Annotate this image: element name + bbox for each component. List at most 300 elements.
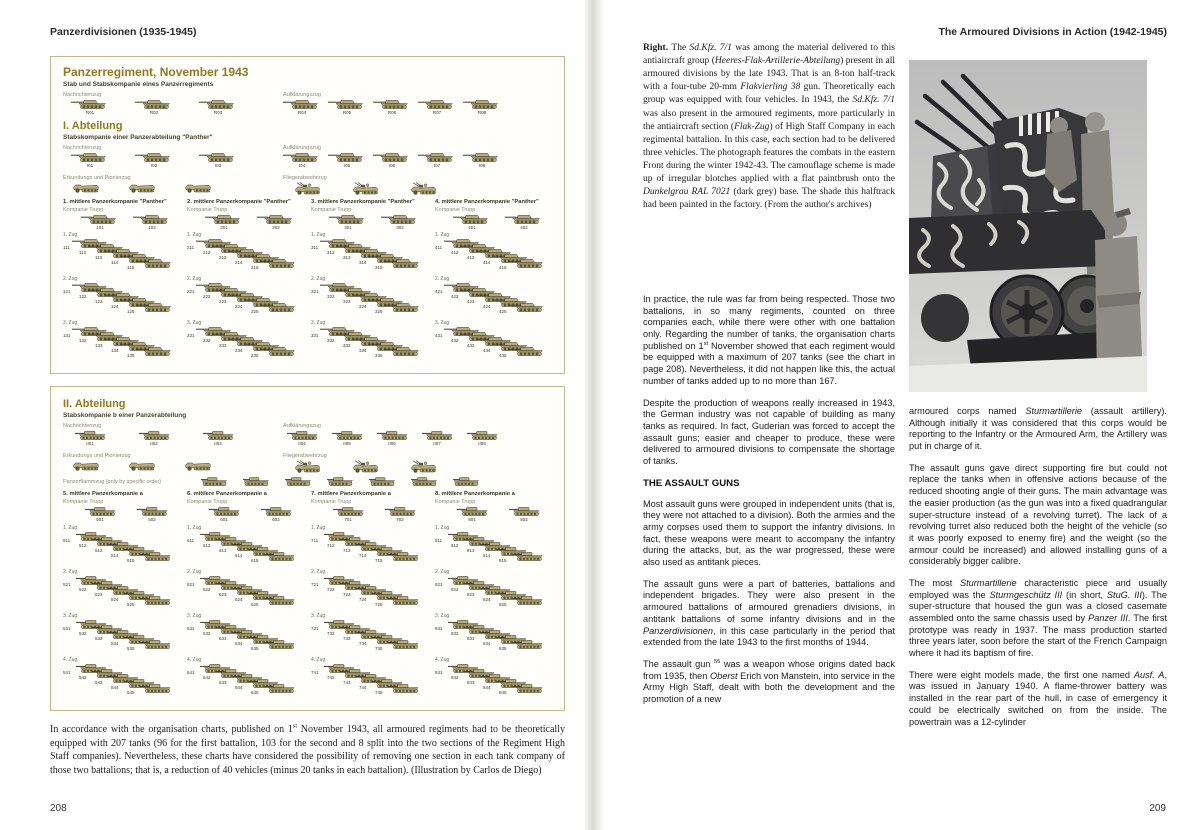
vehicle-id: 214 bbox=[235, 260, 243, 266]
zug-cascade bbox=[435, 575, 553, 612]
panzer-iv-tank-icon bbox=[381, 506, 419, 517]
vehicle bbox=[291, 460, 323, 473]
panther-tank-icon bbox=[260, 258, 298, 269]
vehicle-id: II02 bbox=[150, 441, 158, 447]
vehicle-id: 202 bbox=[272, 224, 280, 230]
vehicle-id: 635 bbox=[251, 645, 259, 651]
panther-tank-icon bbox=[133, 214, 171, 225]
vehicle-id: 623 bbox=[219, 591, 227, 597]
panzer-iv-tank-icon bbox=[260, 683, 298, 694]
vehicle-id: 514 bbox=[111, 552, 119, 558]
vehicle-id: 212 bbox=[203, 250, 211, 256]
panzer-iv-tank-icon bbox=[136, 639, 174, 650]
vehicle-id: 711 bbox=[311, 537, 319, 543]
vehicle-id: 432 bbox=[451, 338, 459, 344]
flak-halftrack-icon bbox=[349, 460, 381, 473]
panther-tank-icon bbox=[381, 214, 419, 225]
zug-cascade bbox=[435, 326, 553, 363]
vehicle bbox=[81, 214, 119, 232]
zug-cascade bbox=[187, 575, 305, 612]
panther-tank-icon bbox=[418, 152, 456, 163]
vehicle bbox=[183, 182, 213, 193]
vehicle-id: 845 bbox=[499, 689, 507, 695]
vehicle-id: 431 bbox=[435, 333, 443, 339]
vehicle bbox=[463, 152, 501, 170]
vehicle-id: 811 bbox=[435, 537, 443, 543]
vehicle-id: 825 bbox=[499, 601, 507, 607]
right-column-text bbox=[909, 406, 1167, 728]
vehicle bbox=[205, 506, 243, 524]
vehicle-id: 833 bbox=[467, 635, 475, 641]
vehicle-id: 524 bbox=[111, 596, 119, 602]
vehicle-id: 133 bbox=[95, 343, 103, 349]
halftrack-icon bbox=[71, 460, 101, 471]
panzer-iv-tank-icon bbox=[508, 639, 546, 650]
panzer-iv-tank-icon bbox=[508, 551, 546, 562]
vehicle-id: 221 bbox=[187, 289, 195, 295]
vehicle-id: 535 bbox=[127, 645, 135, 651]
vehicle-id: II05 bbox=[343, 441, 351, 447]
platoon-group bbox=[283, 451, 552, 473]
platoon-label: Erkundungs und Pionierzug bbox=[63, 453, 131, 459]
vehicle-id: I01 bbox=[86, 162, 94, 168]
platoon-row bbox=[63, 451, 552, 473]
body-paragraph: The assault guns gave direct supporting fire but could not replace the tanks when in offensive actions because of the reduced shooting angle of their guns. The main advantage was the easier production (as the gun was into a fixed quadrangular super-structure instead of a revolving turret). The lack of a revolving turret also reduced both the height of the vehicle (so it was poorly exposed to enemy fire) and the weight (so the armour could be increased) and allowed installing guns of a considerably bigger calibre. bbox=[909, 462, 1167, 567]
flak-halftrack-icon bbox=[407, 460, 439, 473]
vehicle-id: 211 bbox=[187, 245, 195, 251]
vehicle-id: 533 bbox=[95, 635, 103, 641]
panzer-iv-tank-icon bbox=[329, 506, 367, 517]
panzer-iv-tank-icon bbox=[373, 430, 411, 441]
vehicle-id: R01 bbox=[85, 110, 95, 115]
zug-label: 1. Zug bbox=[311, 232, 326, 239]
vehicle-id: 843 bbox=[467, 679, 475, 685]
vehicle-id: 415 bbox=[499, 265, 507, 271]
zug-cascade bbox=[311, 238, 429, 275]
panther-tank-icon bbox=[373, 152, 411, 163]
vehicle-id: 402 bbox=[520, 224, 528, 230]
vehicle-id: 624 bbox=[235, 596, 243, 602]
vehicle bbox=[257, 214, 295, 232]
company-block bbox=[63, 199, 181, 364]
platoon-row bbox=[63, 173, 552, 195]
flak-halftrack-icon bbox=[291, 460, 323, 473]
panzer-iv-tank-icon bbox=[257, 506, 295, 517]
vehicle bbox=[381, 506, 419, 524]
vehicle-id: 121 bbox=[63, 289, 71, 295]
vehicle bbox=[127, 182, 157, 193]
panther-tank-icon bbox=[136, 302, 174, 313]
flame-tank-icon bbox=[319, 476, 357, 487]
vehicle-id: I06 bbox=[388, 162, 396, 168]
platoon-group bbox=[283, 173, 552, 195]
zug-cascade bbox=[435, 619, 553, 656]
zug-cascade bbox=[435, 531, 553, 568]
vehicle bbox=[71, 182, 101, 193]
flame-tank-icon bbox=[361, 476, 399, 487]
vehicle-id: 743 bbox=[343, 679, 351, 685]
vehicle-id: 225 bbox=[251, 309, 259, 315]
panther-tank-icon bbox=[260, 346, 298, 357]
zug-label: 2. Zug bbox=[63, 568, 78, 575]
vehicle bbox=[135, 430, 173, 448]
panzer-iv-tank-icon bbox=[283, 430, 321, 441]
panzer-iv-tank-icon bbox=[328, 430, 366, 441]
chart-title: Panzerregiment, November 1943 bbox=[63, 65, 249, 79]
vehicle-id: 513 bbox=[95, 547, 103, 553]
zug-cascade bbox=[311, 619, 429, 656]
panther-tank-icon bbox=[71, 152, 109, 163]
vehicle-id: 501 bbox=[96, 517, 104, 522]
vehicle-id: I03 bbox=[214, 162, 222, 168]
vehicle-id: 643 bbox=[219, 679, 227, 685]
zug-label: 4. Zug bbox=[187, 656, 202, 663]
vehicle-id: 523 bbox=[95, 591, 103, 597]
vehicle bbox=[373, 152, 411, 170]
vehicle bbox=[328, 152, 366, 170]
vehicle-id: 531 bbox=[63, 625, 71, 631]
body-paragraph: In practice, the rule was far from being respected. Those two battalions, in so many regiments, counted on three companies each, while there were other with one battalion only. Regarding the number of tanks, the organisation charts published on 1st November showed that each regiment would be equipped with a maximum of 207 tanks (see the chart in page 208). Nevertheless, it did not happen like this, the actual number of tanks added up to no more than 167. bbox=[643, 294, 895, 386]
vehicle-id: R07 bbox=[432, 110, 442, 115]
vehicle bbox=[328, 99, 366, 117]
vehicle-id: 742 bbox=[327, 674, 335, 680]
panther-tank-icon bbox=[260, 302, 298, 313]
vehicle bbox=[199, 152, 237, 170]
vehicle bbox=[373, 99, 411, 117]
org-chart-panzerregiment bbox=[50, 56, 565, 374]
platoon-label: Aufklärungszug bbox=[283, 144, 321, 151]
vehicle-id: 725 bbox=[375, 601, 383, 607]
vehicle-id: 701 bbox=[344, 517, 352, 522]
vehicle-id: 124 bbox=[111, 304, 119, 310]
panther-tank-icon bbox=[71, 99, 109, 110]
vehicle bbox=[71, 152, 109, 170]
vehicle-id: 601 bbox=[220, 517, 228, 522]
vehicle-id: 213 bbox=[219, 255, 227, 261]
company-title: 6. mittlere Panzerkompanie a bbox=[187, 491, 267, 497]
panther-tank-icon bbox=[384, 302, 422, 313]
vehicle-id: R08 bbox=[477, 110, 487, 115]
vehicle-id: 714 bbox=[359, 552, 367, 558]
vehicle-id: 434 bbox=[483, 348, 491, 354]
flame-platoon-label: Panzerflammzug (only by specific order) bbox=[63, 479, 162, 485]
photo-halftrack bbox=[909, 60, 1167, 392]
vehicle-id: 631 bbox=[187, 625, 195, 631]
panther-tank-icon bbox=[463, 99, 501, 110]
zug-cascade bbox=[187, 326, 305, 363]
vehicle-id: 544 bbox=[111, 684, 119, 690]
vehicle bbox=[71, 430, 109, 448]
vehicle-id: 302 bbox=[396, 224, 404, 230]
zug-label: 2. Zug bbox=[311, 276, 326, 283]
vehicle-id: 633 bbox=[219, 635, 227, 641]
vehicle-id: 125 bbox=[127, 309, 135, 315]
flame-tank-icon bbox=[277, 476, 315, 487]
vehicle-id: 201 bbox=[220, 224, 228, 230]
vehicle-id: 813 bbox=[467, 547, 475, 553]
vehicle-id: 612 bbox=[203, 542, 211, 548]
vehicle-id: 311 bbox=[311, 245, 319, 251]
halftrack-icon bbox=[71, 182, 101, 193]
zug-cascade bbox=[63, 238, 181, 275]
panzer-iv-tank-icon bbox=[384, 683, 422, 694]
body-paragraph: Despite the production of weapons really increased in 1943, the German industry was not capable of building as many tanks as required. In fact, Guderian was forced to accept the assault guns; easier and cheaper to produce, these were delivered to armoured divisions to compensate the shortage of tanks. bbox=[643, 397, 895, 466]
vehicle bbox=[183, 460, 213, 471]
zug-label: 2. Zug bbox=[435, 276, 450, 283]
vehicle-id: 333 bbox=[343, 343, 351, 349]
panther-tank-icon bbox=[283, 152, 321, 163]
vehicle-id: 314 bbox=[359, 260, 367, 266]
platoon-label: Erkundungs und Pionierzug bbox=[63, 174, 131, 181]
platoon-group bbox=[283, 90, 552, 117]
zug-label: 1. Zug bbox=[63, 524, 78, 531]
vehicle-id: 115 bbox=[127, 265, 135, 271]
flame-tank-icon bbox=[235, 476, 273, 487]
zug-cascade bbox=[311, 531, 429, 568]
vehicle-id: 722 bbox=[327, 586, 335, 592]
halftrack-icon bbox=[183, 182, 213, 193]
vehicle-id: 411 bbox=[435, 245, 443, 251]
vehicle bbox=[349, 182, 381, 195]
vehicle-id: 132 bbox=[79, 338, 87, 344]
platoon-label: Aufklärungszug bbox=[283, 92, 321, 98]
vehicle-id: 713 bbox=[343, 547, 351, 553]
zug-cascade bbox=[63, 326, 181, 363]
vehicle bbox=[505, 506, 543, 524]
left-page bbox=[0, 0, 585, 830]
panther-tank-icon bbox=[505, 214, 543, 225]
zug-cascade bbox=[187, 663, 305, 700]
vehicle-id: 301 bbox=[344, 224, 352, 230]
vehicle-id: 324 bbox=[359, 304, 367, 310]
zug-label: 1. Zug bbox=[63, 232, 78, 239]
vehicle-id: 823 bbox=[467, 591, 475, 597]
section-heading: THE ASSAULT GUNS bbox=[643, 477, 740, 489]
vehicle-id: 215 bbox=[251, 265, 259, 271]
page-number-right: 209 bbox=[1149, 803, 1166, 814]
vehicle-id: 134 bbox=[111, 348, 119, 354]
left-page-header: Panzerdivisionen (1935-1945) bbox=[50, 26, 197, 38]
vehicle bbox=[135, 152, 173, 170]
vehicle-id: 731 bbox=[311, 625, 319, 631]
panther-tank-icon bbox=[205, 214, 243, 225]
panzer-iv-tank-icon bbox=[136, 551, 174, 562]
vehicle-id: 821 bbox=[435, 581, 443, 587]
panzer-iv-tank-icon bbox=[260, 595, 298, 606]
vehicle-id: 745 bbox=[375, 689, 383, 695]
platoon-group bbox=[283, 143, 552, 170]
vehicle bbox=[403, 476, 441, 487]
vehicle-id: 525 bbox=[127, 601, 135, 607]
vehicle bbox=[407, 182, 439, 195]
vehicle-id: 723 bbox=[343, 591, 351, 597]
vehicle-id: I04 bbox=[298, 162, 306, 168]
company-block bbox=[435, 491, 553, 700]
vehicle-id: 231 bbox=[187, 333, 195, 339]
companies-grid bbox=[63, 199, 552, 364]
panther-tank-icon bbox=[463, 152, 501, 163]
vehicle bbox=[283, 152, 321, 170]
vehicle-id: 642 bbox=[203, 674, 211, 680]
vehicle-id: 123 bbox=[95, 299, 103, 305]
vehicle-id: 732 bbox=[327, 630, 335, 636]
vehicle-id: 135 bbox=[127, 353, 135, 359]
vehicle-id: 401 bbox=[468, 224, 476, 230]
vehicle-id: 702 bbox=[396, 517, 404, 522]
vehicle-id: 832 bbox=[451, 630, 459, 636]
vehicle-id: 313 bbox=[343, 255, 351, 261]
vehicle-id: 321 bbox=[311, 289, 319, 295]
vehicle bbox=[71, 460, 101, 471]
panzer-iv-tank-icon bbox=[260, 551, 298, 562]
vehicle bbox=[319, 476, 357, 487]
zug-label: 1. Zug bbox=[435, 232, 450, 239]
vehicle-id: 842 bbox=[451, 674, 459, 680]
zug-label: 3. Zug bbox=[187, 612, 202, 619]
company-title: 4. mittlere Panzerkompanie "Panther" bbox=[435, 198, 539, 205]
vehicle bbox=[505, 214, 543, 232]
trupp-label: Kompanie Trupp bbox=[435, 499, 476, 505]
vehicle bbox=[418, 152, 456, 170]
zug-cascade bbox=[63, 619, 181, 656]
vehicle bbox=[291, 182, 323, 195]
vehicle-id: 424 bbox=[483, 304, 491, 310]
vehicle-id: 232 bbox=[203, 338, 211, 344]
zug-label: 4. Zug bbox=[63, 656, 78, 663]
zug-cascade bbox=[311, 575, 429, 612]
vehicle-id: 632 bbox=[203, 630, 211, 636]
vehicle-id: 543 bbox=[95, 679, 103, 685]
book-spine bbox=[585, 0, 603, 830]
halftrack-icon bbox=[127, 182, 157, 193]
panther-tank-icon bbox=[135, 99, 173, 110]
zug-label: 2. Zug bbox=[63, 276, 78, 283]
panther-tank-icon bbox=[283, 99, 321, 110]
vehicle-id: 733 bbox=[343, 635, 351, 641]
photo-caption: Right. The Sd.Kfz. 7/1 was among the material delivered to this antiaircraft group (Heeres-Flak-Artillerie-Abteilung) present in all armoured divisions by the late 1943. That is an 8-ton half-track with a four-tube 20-mm Flakvierling 38 gun. Theoretically each group was equipped with four vehicles. In 1943, the Sd.Kfz. 7/1 was also present in the armoured regiments, more particularly in the antiaircraft section (Flak-Zug) of High Staff Company in each regimental battalion. In this case, each section had to be delivered three vehicles. The photograph features the combats in the eastern Front during the winter 1942-43. The camouflage scheme is made up of irregular blotches applied with a flat paintbrush onto the Dunkelgrau RAL 7021 (dark grey) base. The shade this halftrack had been painted in the factory. (From the author's archives) bbox=[643, 43, 896, 211]
vehicle-id: 625 bbox=[251, 601, 259, 607]
vehicle-id: 614 bbox=[235, 552, 243, 558]
vehicle-id: 712 bbox=[327, 542, 335, 548]
vehicle-id: 542 bbox=[79, 674, 87, 680]
vehicle-id: 822 bbox=[451, 586, 459, 592]
vehicle bbox=[329, 214, 367, 232]
vehicle-id: 114 bbox=[111, 260, 119, 266]
halftrack-photo-illustration bbox=[909, 60, 1147, 392]
panzer-iv-tank-icon bbox=[260, 639, 298, 650]
vehicle-id: 622 bbox=[203, 586, 211, 592]
vehicle-id: 545 bbox=[127, 689, 135, 695]
vehicle-id: R04 bbox=[297, 110, 307, 115]
vehicle-id: 815 bbox=[499, 557, 507, 563]
vehicle-id: 814 bbox=[483, 552, 491, 558]
panzer-iv-tank-icon bbox=[418, 430, 456, 441]
right-page-header: The Armoured Divisions in Action (1942-1945) bbox=[938, 26, 1167, 38]
vehicle-id: II06 bbox=[388, 441, 396, 447]
vehicle-id: 325 bbox=[375, 309, 383, 315]
body-paragraph: The assault guns were a part of batteries, battalions and independent brigades. They were also present in the armoured battalions of armoured grenadiers divisions, in antitank battalions of some infantry divisions and in the Panzerdivisionen, in this case particularly in the period that extended from the late 1943 to the first months of 1944. bbox=[643, 578, 895, 648]
vehicle-id: 422 bbox=[451, 294, 459, 300]
vehicle-id: 235 bbox=[251, 353, 259, 359]
vehicle-id: 801 bbox=[468, 517, 476, 522]
platoon-row bbox=[63, 421, 552, 448]
org-chart-ii-abteilung bbox=[50, 386, 565, 711]
platoon-label: Nachrichtenzug bbox=[63, 92, 102, 98]
vehicle bbox=[445, 476, 483, 487]
vehicle bbox=[349, 460, 381, 473]
panther-tank-icon bbox=[328, 99, 366, 110]
vehicle-id: II07 bbox=[433, 441, 441, 447]
panther-tank-icon bbox=[418, 99, 456, 110]
vehicle-id: II04 bbox=[298, 441, 306, 447]
zug-label: 4. Zug bbox=[435, 656, 450, 663]
vehicle-id: 414 bbox=[483, 260, 491, 266]
flame-tank-icon bbox=[193, 476, 231, 487]
vehicle bbox=[381, 214, 419, 232]
body-paragraph: There were eight models made, the first one named Ausf. A, was issued in January 1940. A flame-thrower battery was installed in the rear part of the hull, in case of emergency it could be electrically switched on from the inside. The powertrain was a 12-cylinder bbox=[909, 669, 1167, 727]
panther-tank-icon bbox=[199, 99, 237, 110]
vehicle-id: 335 bbox=[375, 353, 383, 359]
vehicle-id: 322 bbox=[327, 294, 335, 300]
trupp-label: Kompanie Trupp bbox=[311, 206, 352, 213]
panzer-iv-tank-icon bbox=[384, 551, 422, 562]
vehicle bbox=[81, 506, 119, 524]
vehicle bbox=[283, 430, 321, 448]
zug-cascade bbox=[435, 663, 553, 700]
section-title: I. Abteilung bbox=[63, 119, 123, 132]
vehicle-id: R03 bbox=[213, 110, 223, 115]
zug-cascade bbox=[311, 282, 429, 319]
vehicle bbox=[277, 476, 315, 487]
panther-tank-icon bbox=[328, 152, 366, 163]
panther-tank-icon bbox=[136, 258, 174, 269]
vehicle-id: 512 bbox=[79, 542, 87, 548]
platoon-group bbox=[283, 421, 552, 448]
company-title: 3. mittlere Panzerkompanie "Panther" bbox=[311, 198, 415, 205]
vehicle-id: 425 bbox=[499, 309, 507, 315]
right-page bbox=[603, 0, 1182, 830]
vehicle-id: 412 bbox=[451, 250, 459, 256]
vehicle bbox=[361, 476, 399, 487]
vehicle bbox=[328, 430, 366, 448]
trupp-label: Kompanie Trupp bbox=[311, 499, 352, 505]
panther-tank-icon bbox=[136, 346, 174, 357]
panther-tank-icon bbox=[81, 214, 119, 225]
panther-tank-icon bbox=[373, 99, 411, 110]
vehicle bbox=[283, 99, 321, 117]
vehicle-id: 522 bbox=[79, 586, 87, 592]
vehicle bbox=[407, 460, 439, 473]
middle-column-text bbox=[643, 294, 895, 706]
platoon-group bbox=[63, 90, 283, 117]
vehicle-id: 724 bbox=[359, 596, 367, 602]
vehicle-id: 332 bbox=[327, 338, 335, 344]
vehicle-id: 602 bbox=[272, 517, 280, 522]
vehicle bbox=[235, 476, 273, 487]
platoon-group bbox=[63, 143, 283, 170]
vehicle bbox=[71, 99, 109, 117]
halftrack-icon bbox=[127, 460, 157, 471]
panzer-iv-tank-icon bbox=[384, 639, 422, 650]
zug-cascade bbox=[187, 282, 305, 319]
zug-label: 1. Zug bbox=[187, 524, 202, 531]
section-title: II. Abteilung bbox=[63, 398, 126, 411]
company-block bbox=[435, 199, 553, 364]
zug-label: 3. Zug bbox=[311, 320, 326, 327]
panzer-iv-tank-icon bbox=[505, 506, 543, 517]
zug-label: 2. Zug bbox=[311, 568, 326, 575]
vehicle-id: 841 bbox=[435, 669, 443, 675]
